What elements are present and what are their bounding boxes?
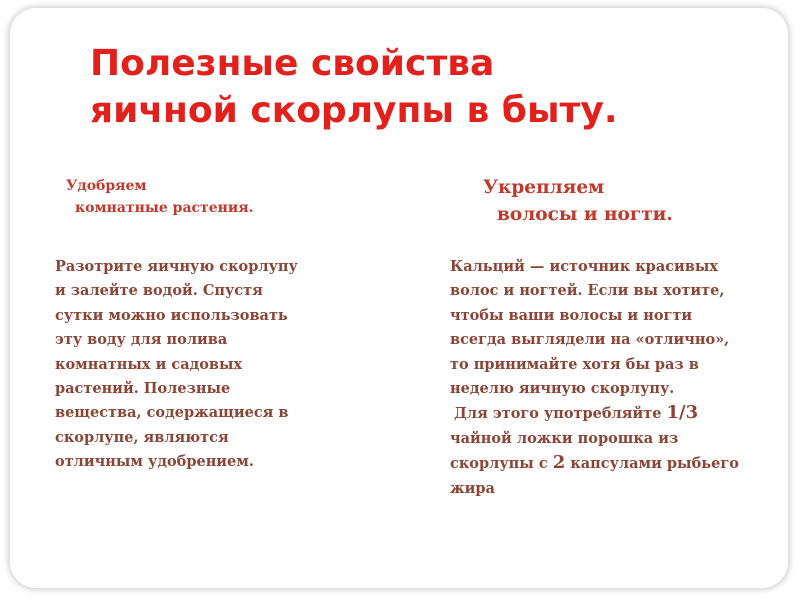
- left-text-line: и залейте водой. Спустя: [55, 282, 263, 300]
- dose-prefix: Для этого употребляйте: [454, 405, 662, 423]
- right-text-line: Кальций — источник красивых: [450, 258, 719, 275]
- right-heading-line-1: Укрепляем: [483, 177, 605, 198]
- title-line-1: Полезные свойства: [90, 43, 495, 84]
- right-text-capsule-line: [450, 451, 739, 476]
- left-column-heading: [66, 175, 253, 219]
- dose-amount: 1/3: [666, 402, 699, 424]
- left-text-line: комнатных и садовых: [55, 355, 243, 373]
- caps-prefix: скорлупы с: [450, 455, 548, 473]
- left-text-line: отличным удобрением.: [55, 453, 254, 471]
- left-heading-line-2: комнатные растения.: [75, 200, 254, 216]
- right-text-line: то принимайте хотя бы раз в: [450, 355, 699, 373]
- left-text-line: растений. Полезные: [55, 380, 231, 398]
- left-heading-line-1: Удобряем: [66, 178, 147, 194]
- left-text-line: Разотрите яичную скорлупу: [55, 258, 298, 275]
- title-line-2: яичной скорлупы в быту.: [90, 90, 618, 131]
- caps-suffix: капсулами рыбьего: [570, 455, 739, 473]
- right-text-line: волос и ногтей. Если вы хотите,: [450, 282, 725, 300]
- right-text-line: чтобы ваши волосы и ногти: [450, 306, 693, 324]
- right-text-line: неделю яичную скорлупу.: [450, 380, 675, 398]
- right-column-text: [450, 255, 739, 501]
- right-text-dose-line: [450, 401, 739, 426]
- slide-title: [90, 40, 730, 134]
- left-text-line: сутки можно использовать: [55, 306, 288, 324]
- right-text-line: всегда выглядели на «отлично»,: [450, 331, 730, 349]
- left-column-text: [55, 255, 298, 475]
- right-text-line: чайной ложки порошка из: [450, 429, 679, 447]
- left-text-line: эту воду для полива: [55, 331, 228, 349]
- right-text-line: жира: [450, 479, 495, 497]
- caps-count: 2: [552, 452, 566, 474]
- left-text-line: скорлупе, являются: [55, 428, 229, 446]
- right-column-heading: [483, 174, 673, 228]
- right-heading-line-2: волосы и ногти.: [497, 204, 673, 225]
- left-text-line: вещества, содержащиеся в: [55, 404, 289, 422]
